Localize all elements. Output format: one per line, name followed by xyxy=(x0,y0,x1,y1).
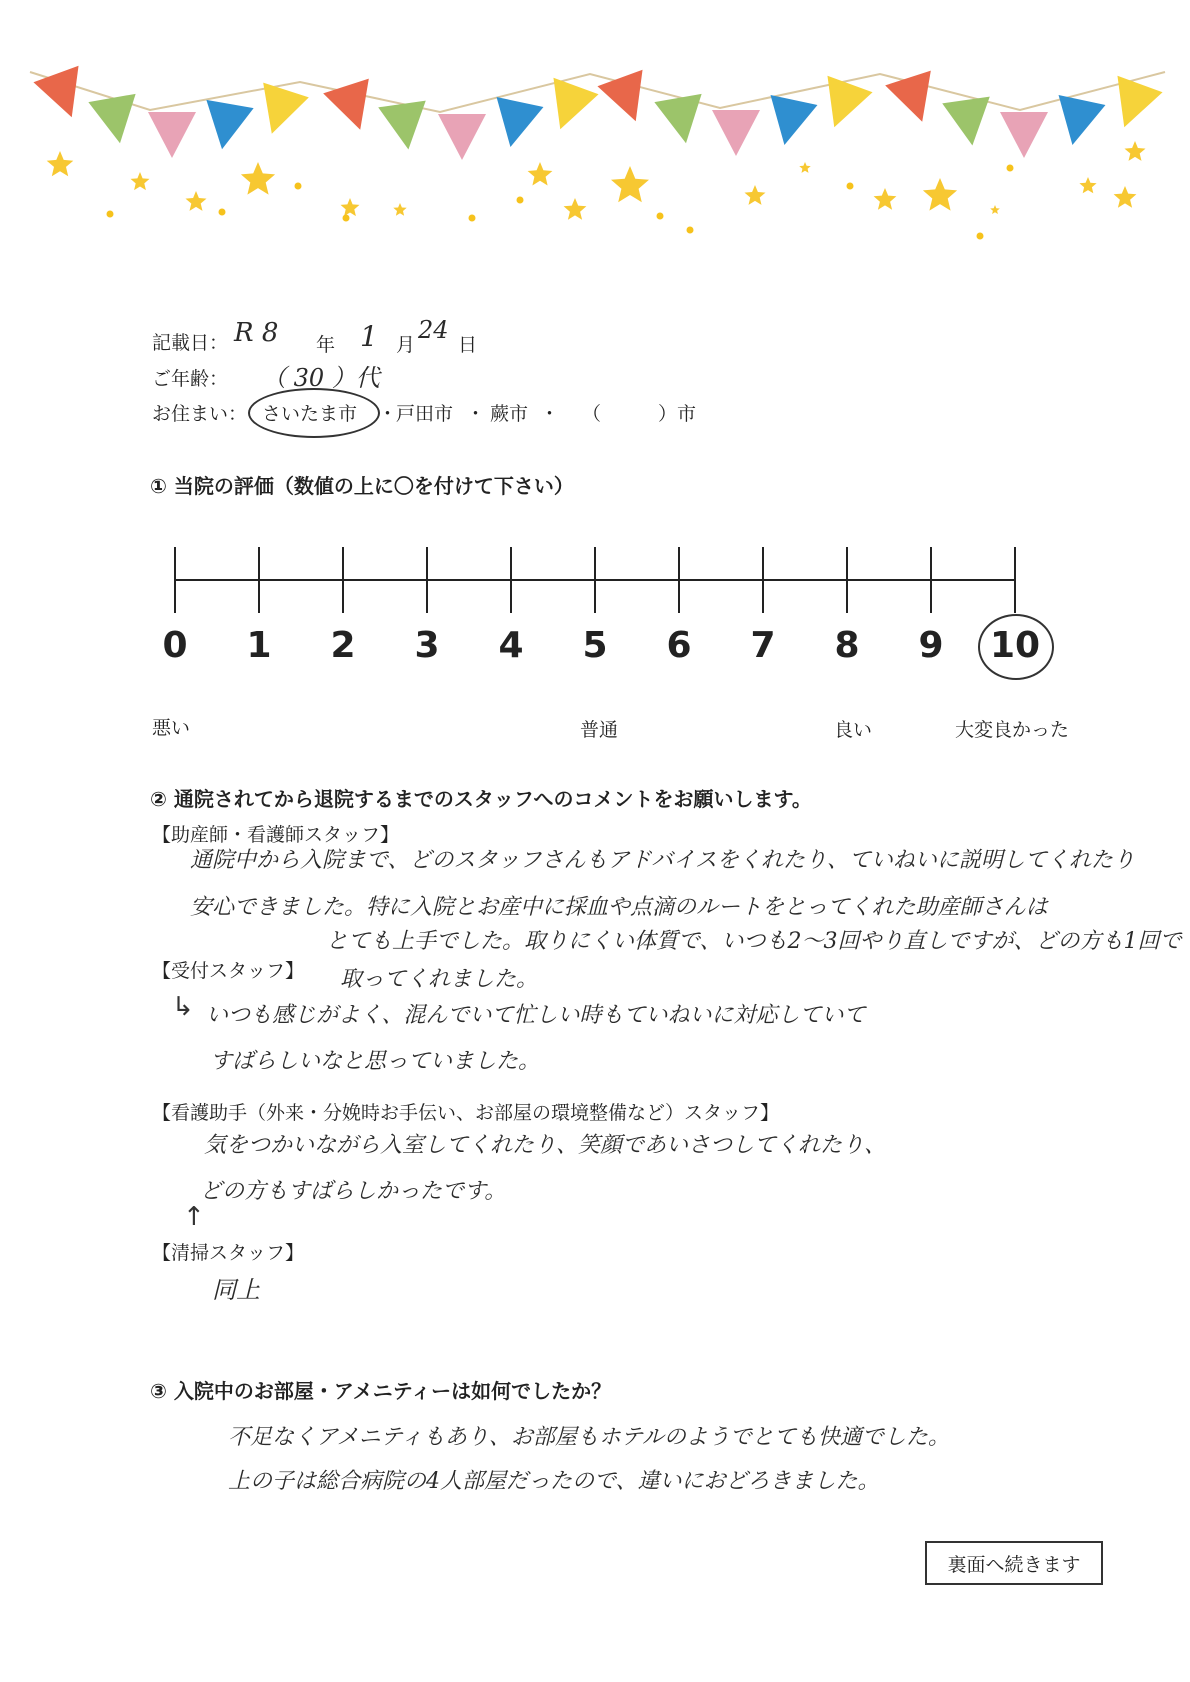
bunting-flag xyxy=(323,79,383,138)
bunting-flag xyxy=(148,112,196,158)
scale-number-8: 8 xyxy=(834,625,860,666)
bunting-flag xyxy=(1102,76,1163,136)
star-icon xyxy=(241,162,275,195)
star-icon xyxy=(611,166,649,202)
day-label: 日 xyxy=(458,334,478,356)
residence-option-warabi: 蕨市 xyxy=(490,403,529,425)
scale-number-5: 5 xyxy=(582,625,608,666)
residence-option-toda: 戸田市 xyxy=(396,403,454,425)
comment-line: 通院中から入院まで、どのスタッフさんもアドバイスをくれたり、ていねいに説明してくれたり xyxy=(190,848,1135,873)
scale-number-0: 0 xyxy=(162,625,188,666)
bunting-flag xyxy=(654,94,709,148)
star-icon xyxy=(874,188,897,210)
bunting-flag xyxy=(33,66,94,126)
day-value: 24 xyxy=(418,316,449,344)
scale-number-1: 1 xyxy=(246,625,272,666)
date-label: 記載日： xyxy=(152,332,229,354)
star-icon xyxy=(341,198,360,216)
scale-label-very-good: 大変良かった xyxy=(955,719,1070,741)
confetti-dot xyxy=(847,183,854,190)
selection-circle xyxy=(248,388,380,438)
confetti-dot xyxy=(107,211,114,218)
confetti-dot xyxy=(219,209,226,216)
comment-line: 安心できました。特に入院とお産中に採血や点滴のルートをとってくれた助産師さんは xyxy=(190,895,1048,920)
arrow-icon: ↑ xyxy=(183,1202,205,1232)
star-icon xyxy=(1079,177,1096,193)
q1-heading: ① 当院の評価（数値の上に〇を付けて下さい） xyxy=(150,474,574,498)
star-icon xyxy=(393,203,406,216)
residence-option-saitama: さいたま市 xyxy=(262,403,358,425)
bunting-flag xyxy=(942,97,996,149)
bunting-flag xyxy=(198,100,253,154)
scale-number-2: 2 xyxy=(330,625,356,666)
bunting-flag xyxy=(249,83,309,142)
comment-line: 上の子は総合病院の4人部屋だったので、違いにおどろきました。 xyxy=(228,1469,880,1494)
comment-line: 気をつかいながら入室してくれたり、笑顔であいさつしてくれたり、 xyxy=(204,1133,887,1158)
section-label-cleaning: 【清掃スタッフ】 xyxy=(152,1242,305,1264)
confetti-dot xyxy=(517,197,524,204)
section-label-midwife-nurse: 【助産師・看護師スタッフ】 xyxy=(152,824,400,846)
continue-box xyxy=(925,1541,1103,1585)
section-label-reception: 【受付スタッフ】 xyxy=(152,960,305,982)
residence-separator: ・ xyxy=(466,403,486,425)
bunting-decoration xyxy=(0,0,1190,260)
confetti-dot xyxy=(469,215,476,222)
continue-label: 裏面へ続きます xyxy=(947,1553,1081,1576)
bunting-flag xyxy=(88,94,143,148)
confetti-dot xyxy=(1007,165,1014,172)
residence-label: お住まい： xyxy=(152,403,248,425)
bunting-string xyxy=(30,72,1165,112)
scale-number-9: 9 xyxy=(918,625,944,666)
star-icon xyxy=(990,205,1000,214)
arrow-icon: ↳ xyxy=(172,992,194,1022)
comment-line: とても上手でした。取りにくい体質で、いつも2〜3回やり直しですが、どの方も1回で xyxy=(326,929,1182,954)
bunting-flag xyxy=(761,95,818,150)
star-icon xyxy=(1114,186,1137,208)
confetti-dot xyxy=(295,183,302,190)
star-icon xyxy=(131,172,150,190)
bunting-flag xyxy=(885,71,945,130)
star-icon xyxy=(47,151,74,176)
comment-line: どの方もすばらしかったです。 xyxy=(200,1179,507,1204)
bunting-flag xyxy=(487,97,544,152)
age-label: ご年齢： xyxy=(152,368,229,390)
residence-separator: ・ xyxy=(540,403,560,425)
q2-heading: ② 通院されてから退院するまでのスタッフへのコメントをお願いします。 xyxy=(150,787,812,811)
residence-option-other: （ ）市 xyxy=(582,403,697,425)
star-icon xyxy=(745,185,766,205)
star-icon xyxy=(528,162,553,186)
month-value: 1 xyxy=(360,320,378,353)
scale-number-4: 4 xyxy=(498,625,524,666)
bunting-flag xyxy=(438,114,486,160)
scale-number-3: 3 xyxy=(414,625,440,666)
comment-line: 同上 xyxy=(212,1276,260,1304)
scale-label-bad: 悪い xyxy=(152,717,191,739)
bunting-flag xyxy=(538,78,599,138)
confetti-dot xyxy=(687,227,694,234)
star-icon xyxy=(799,162,810,173)
confetti-dot xyxy=(343,215,350,222)
bunting-flag xyxy=(712,110,760,156)
confetti-dot xyxy=(977,233,984,240)
star-icon xyxy=(923,178,957,211)
scale-number-6: 6 xyxy=(666,625,692,666)
scale-number-10: 10 xyxy=(989,625,1041,666)
rating-scale xyxy=(160,540,1060,670)
scale-number-7: 7 xyxy=(750,625,776,666)
confetti-dot xyxy=(657,213,664,220)
star-icon xyxy=(564,198,587,220)
section-label-nursing-assistant: 【看護助手（外来・分娩時お手伝い、お部屋の環境整備など）スタッフ】 xyxy=(152,1102,780,1124)
month-label: 月 xyxy=(396,334,416,356)
bunting-flag xyxy=(1049,95,1106,150)
age-value: （ 30 ）代 xyxy=(262,364,380,392)
date-year-value: R 8 xyxy=(234,318,279,348)
scale-label-normal: 普通 xyxy=(580,719,619,741)
selected-rating-circle xyxy=(978,614,1054,680)
star-icon xyxy=(186,191,207,211)
bunting-flag xyxy=(1000,112,1048,158)
residence-separator: ・ xyxy=(378,403,398,425)
comment-line: すばらしいなと思っていました。 xyxy=(210,1049,541,1074)
q3-heading: ③ 入院中のお部屋・アメニティーは如何でしたか？ xyxy=(150,1379,612,1403)
star-icon xyxy=(1125,141,1146,161)
scale-label-good: 良い xyxy=(834,719,873,741)
bunting-flag xyxy=(812,76,873,136)
comment-line: 取ってくれました。 xyxy=(340,967,539,992)
year-label: 年 xyxy=(316,334,336,356)
comment-line: 不足なくアメニティもあり、お部屋もホテルのようでとても快適でした。 xyxy=(228,1425,950,1450)
comment-line: いつも感じがよく、混んでいて忙しい時もていねいに対応していて xyxy=(206,1003,866,1028)
